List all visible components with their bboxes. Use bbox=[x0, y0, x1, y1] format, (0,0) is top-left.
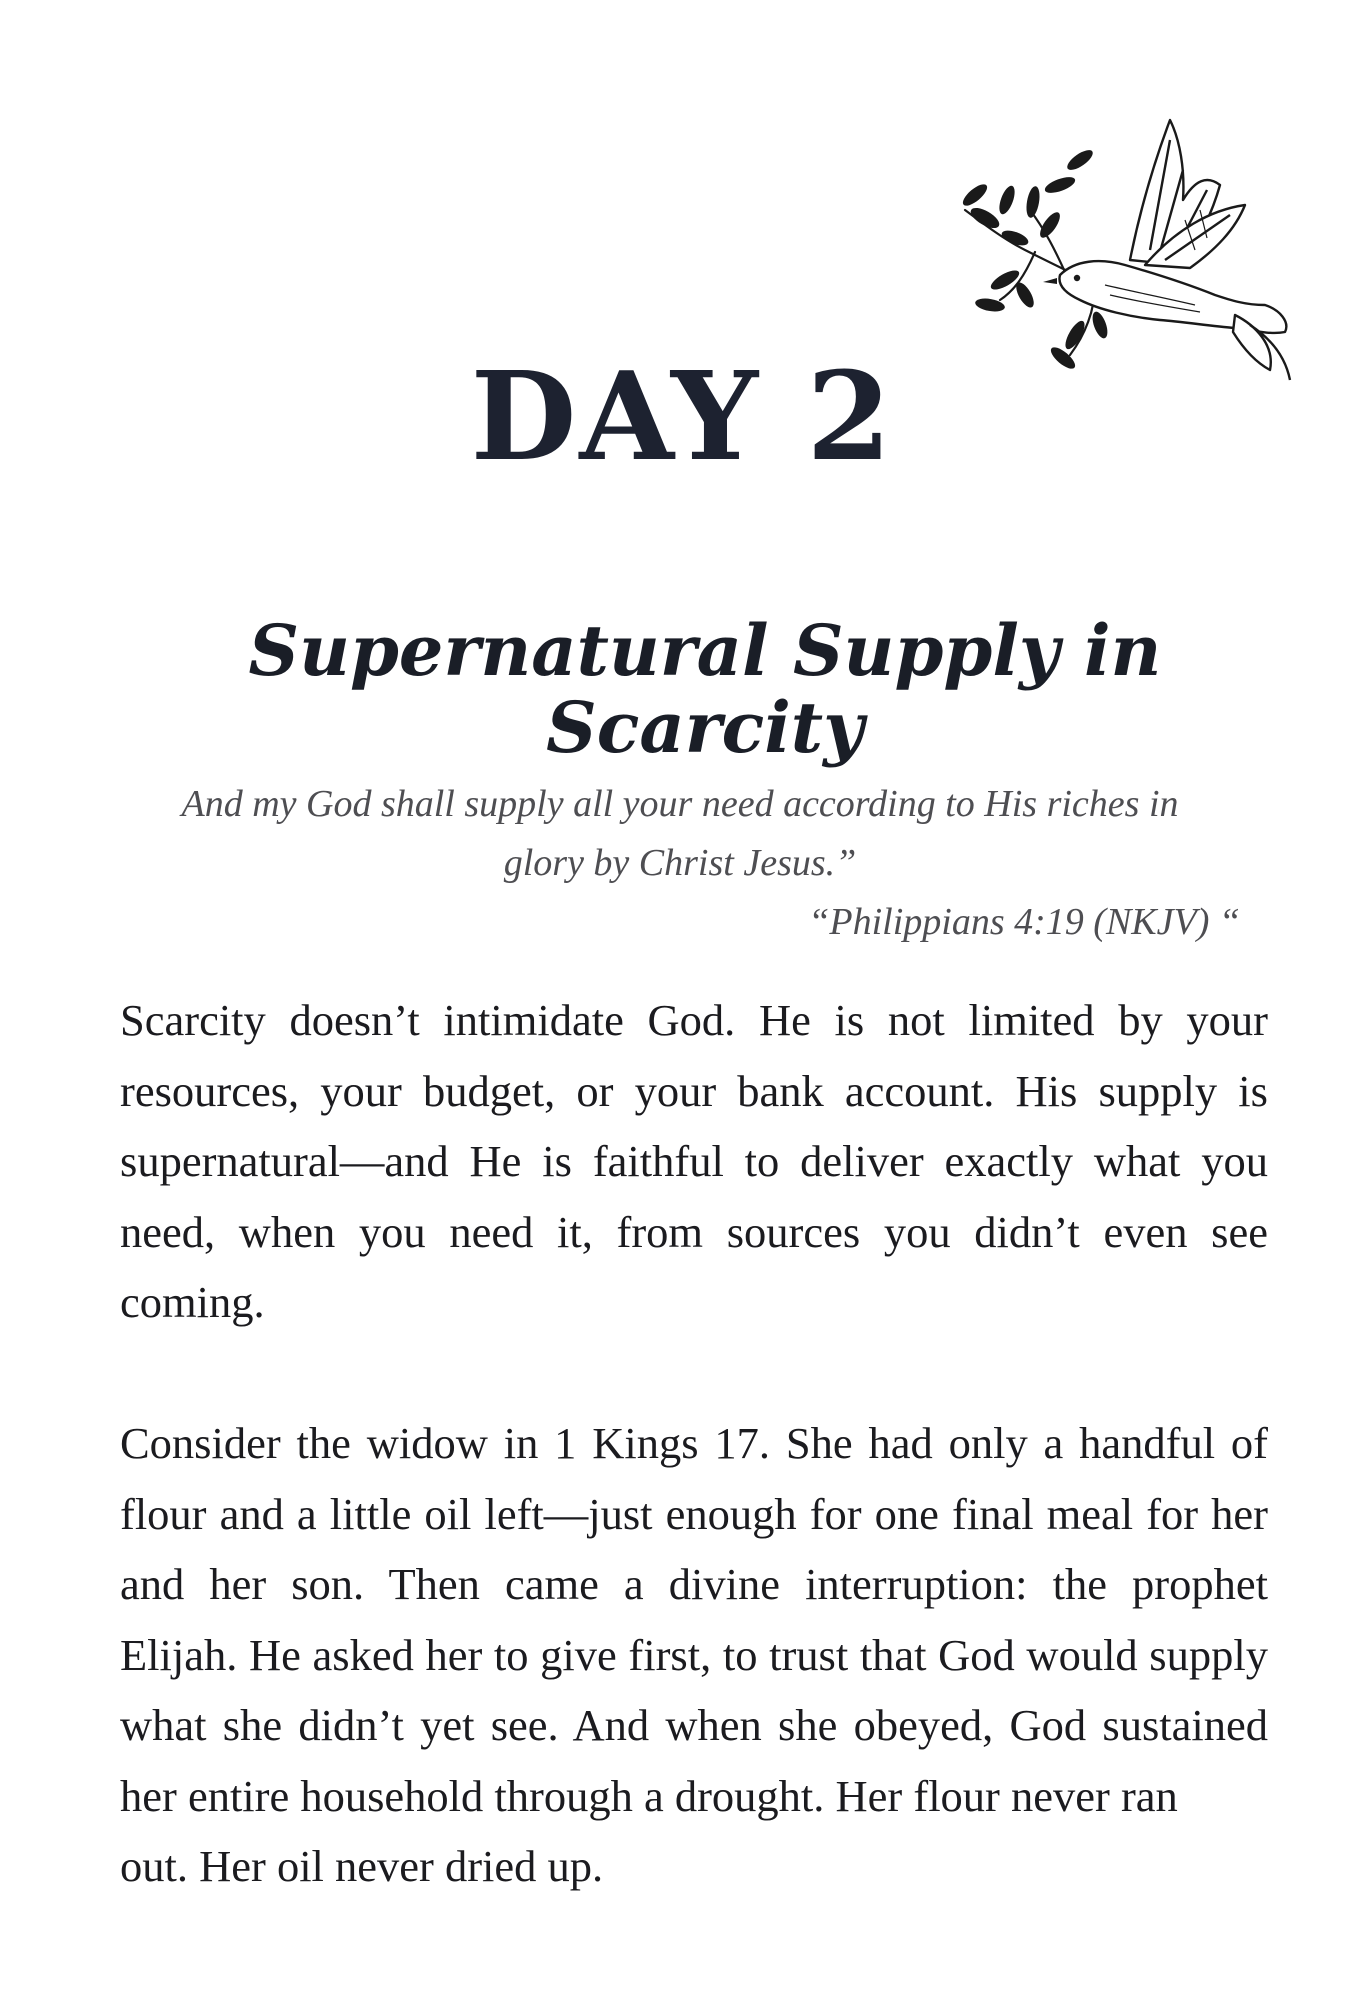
scripture-reference: “Philippians 4:19 (NKJV) “ bbox=[808, 901, 1240, 943]
devotional-title: Supernatural Supply in Scarcity bbox=[248, 609, 1162, 769]
body-paragraph-1: Scarcity doesn’t intimidate God. He is not limited by your resources, your budget, or your bank account. His supply is supernatural—and He is faithful to deliver exactly what you need, when you need it, from sources you didn’t even see coming. bbox=[120, 995, 1268, 1327]
body-paragraph-2-last-line: out. Her oil never dried up. bbox=[120, 1841, 604, 1891]
day-title: DAY 2 bbox=[470, 344, 895, 488]
scripture-quote: And my God shall supply all your need according to His riches in glory by Christ Jesus.” bbox=[181, 783, 1179, 884]
body-paragraph-2-text: Consider the widow in 1 Kings 17. She had only a handful of flour and a little oil left—just enough for one final meal for her and her son. Then came a divine interruption: the prophet Elijah. He asked her to give first, to trust that God would supply what she didn’t yet see. And when she obeyed, God sustained her entire household through a drought. Her flour never ran bbox=[120, 1418, 1268, 1821]
body-paragraph-2 bbox=[120, 1408, 1268, 1902]
